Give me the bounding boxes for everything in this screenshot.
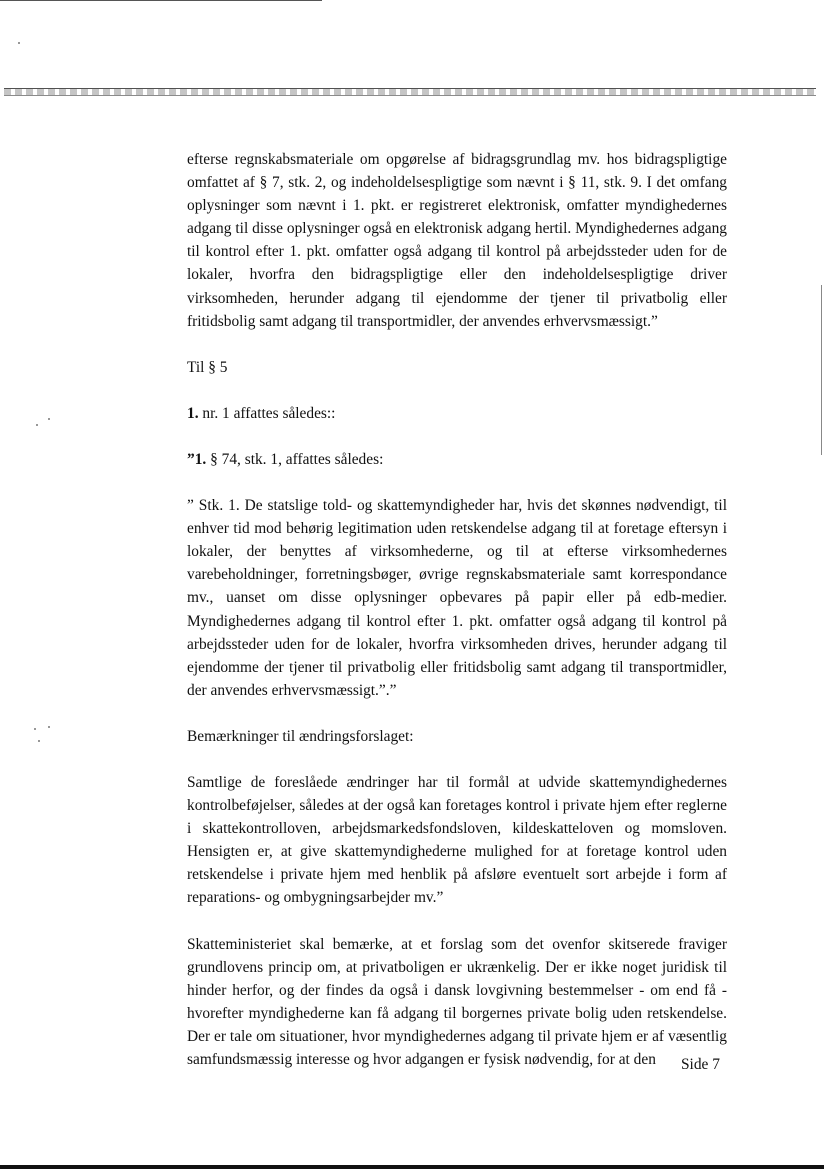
paragraph-4: Skatteministeriet skal bemærke, at et forslag som det ovenfor skitserede fraviger grundlovens princip om, at privatboligen er ukrænkelig. Der er ikke noget juridisk til hinder herfor, og der findes da også i dansk lovgivning bestemmelser - om end få - hvorefter myndighederne kan få adgang til borgernes private bolig uden retskendelse. Der er tale om situationer, hvor myndighedernes adgang til private hjem er af væsentlig samfundsmæssig interesse og hvor adgangen er fysisk nødvendig, for at den — [187, 935, 727, 1068]
amendment-heading — [187, 402, 727, 425]
scan-speck — [36, 424, 38, 426]
scan-speck — [34, 728, 36, 730]
subsection-number: ”1. — [187, 450, 207, 468]
scan-edge-line — [821, 285, 822, 455]
document-body — [187, 148, 727, 1071]
page-number: Side 7 — [681, 1056, 720, 1073]
subsection-heading-text: § 74, stk. 1, affattes således: — [206, 450, 384, 468]
paragraph-1: efterse regnskabsmateriale om opgørelse af bidragsgrundlag mv. hos bidragspligtige omfattet af § 7, stk. 2, og indeholdelsespligtige som nævnt i § 11, stk. 9. I det omfang oplysninger som nævnt i 1. pkt. er registreret elektronisk, omfatter myndighedernes adgang til disse oplysninger også en elektronisk adgang hertil. Myndighedernes adgang til kontrol efter 1. pkt. omfatter også adgang til kontrol på arbejdssteder uden for de lokaler, hvorfra den bidragspligtige eller den indeholdelsespligtige driver virksomheden, herunder adgang til ejendomme der tjener til privatbolig eller fritidsbolig samt adgang til transportmidler, der anvendes erhvervsmæssigt.” — [187, 151, 727, 330]
paragraph-3: Samtlige de foreslåede ændringer har til formål at udvide skattemyndighedernes kontrolbeføjelser, således at der også kan foretages kontrol i private hjem efter reglerne i skattekontrolloven, arbejdsmarkedsfondsloven, kildeskatteloven og momsloven. Hensigten er, at give skattemyndighederne mulighed for at foretage kontrol uden retskendelse i private hjem med henblik på afsløre eventuelt sort arbejde i form af reparations- og ombygningsarbejder mv.” — [187, 773, 727, 907]
scan-bottom-line — [0, 1165, 824, 1169]
header-rule — [4, 88, 816, 96]
scan-speck — [48, 418, 50, 420]
subsection-heading — [187, 448, 727, 471]
remarks-heading: Bemærkninger til ændringsforslaget: — [187, 727, 414, 745]
amendment-heading-text: nr. 1 affattes således:: — [198, 404, 336, 422]
amendment-number: 1. — [187, 404, 199, 422]
paragraph-2: ” Stk. 1. De statslige told- og skattemyndigheder har, hvis det skønnes nødvendigt, til enhver tid mod behørig legitimation uden retskendelse adgang til at foretage eftersyn i lokaler, der benyttes af virksomhederne, og til at efterse virksomhedernes varebeholdninger, forretningsbøger, øvrige regnskabsmateriale samt korrespondance mv., uanset om disse oplysninger opbevares på papir eller på edb-medier. Myndighedernes adgang til kontrol efter 1. pkt. omfatter også adgang til kontrol på arbejdssteder uden for de lokaler, hvorfra virksomheden drives, herunder adgang til ejendomme der tjener til privatbolig eller fritidsbolig samt adgang til transportmidler, der anvendes erhvervsmæssigt.”.” — [187, 497, 727, 699]
scan-speck — [48, 726, 50, 728]
section-heading: Til § 5 — [187, 358, 228, 376]
scan-speck — [18, 42, 20, 44]
scan-speck — [38, 740, 40, 742]
scan-top-line — [0, 0, 322, 1]
